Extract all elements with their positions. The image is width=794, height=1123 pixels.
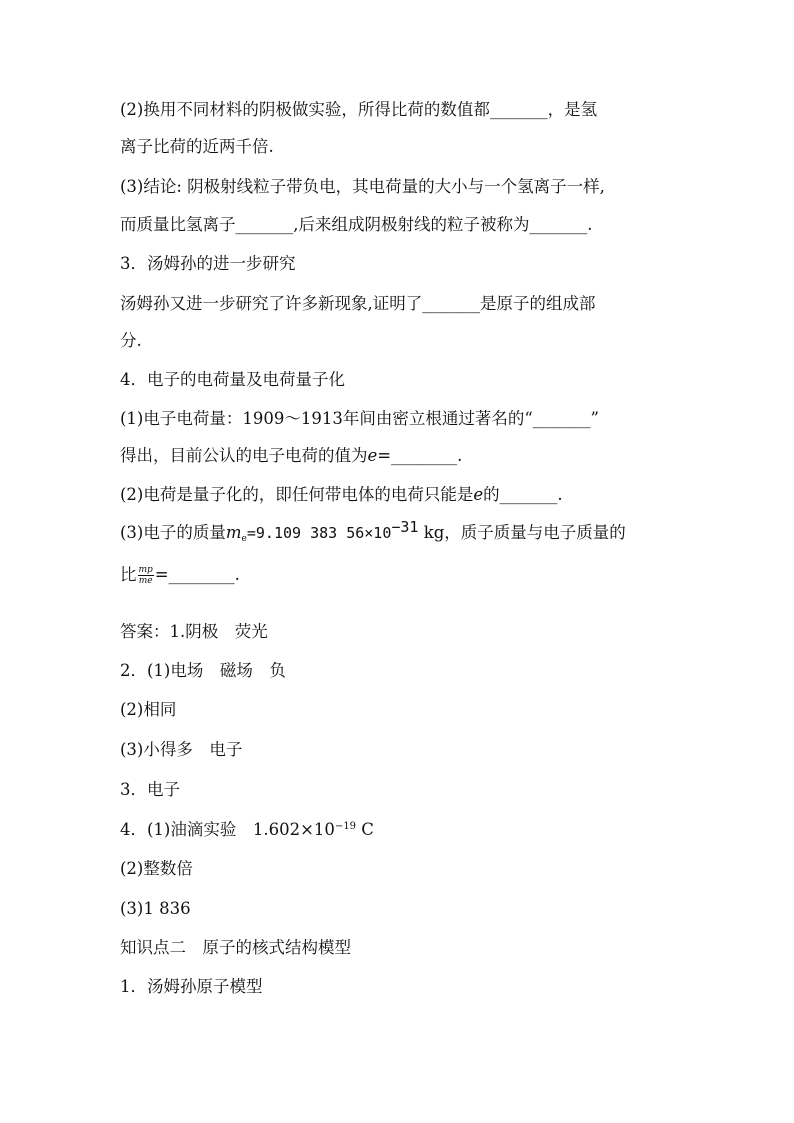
q2-blank: 的_______.	[483, 485, 563, 504]
part3-text-line2: 分.	[120, 331, 142, 350]
var-e: e	[473, 485, 484, 504]
part2-q3-line2: 而质量比氢离子_______,后来组成阴极射线的粒子被称为_______.	[120, 215, 593, 234]
part4-q1-line2	[120, 444, 700, 468]
answer-4-1-text: 4．(1)油滴实验 1.602×10	[120, 820, 335, 839]
q2-text: (2)电荷是量子化的，即任何带电体的电荷只能是	[120, 485, 474, 504]
answer-3: 3．电子	[120, 780, 180, 799]
exponent: −31	[391, 518, 419, 536]
answer-2-2: (2)相同	[120, 700, 177, 719]
fraction-denominator: me	[138, 576, 153, 586]
section2-heading: 知识点二 原子的核式结构模型	[120, 938, 351, 957]
q3-text-tail: kg，质子质量与电子质量的	[418, 523, 626, 542]
ratio-label: 比	[120, 565, 137, 584]
section2-item1: 1．汤姆孙原子模型	[120, 977, 263, 996]
q1-text: 得出，目前公认的电子电荷的值为	[120, 446, 368, 465]
fraction-numerator: mp	[138, 565, 153, 575]
sub-e: e	[241, 534, 247, 544]
mass-ratio-fraction	[138, 565, 154, 586]
answer-4-2: (2)整数倍	[120, 859, 193, 878]
var-m: m	[225, 523, 242, 542]
electron-mass-value: =9.109 383 56×10	[246, 524, 392, 542]
part4-q3-line1	[120, 518, 700, 545]
part2-q3-line1: (3)结论: 阴极射线粒子带负电，其电荷量的大小与一个氢离子一样,	[120, 177, 605, 196]
answer-4-1	[120, 818, 700, 842]
exponent: −19	[334, 821, 357, 832]
answer-2-3: (3)小得多 电子	[120, 740, 243, 759]
answers-label: 答案：1.阴极 荧光	[120, 622, 268, 641]
q3-text: (3)电子的质量	[120, 523, 226, 542]
part4-heading: 4．电子的电荷量及电荷量子化	[120, 370, 345, 389]
part4-q1-line1: (1)电子电荷量：1909～1913年间由密立根通过著名的“_______”	[120, 409, 599, 428]
answer-2-1: 2．(1)电场 磁场 负	[120, 661, 286, 680]
part3-heading: 3．汤姆孙的进一步研究	[120, 254, 296, 273]
part4-q3-line2	[120, 563, 700, 587]
part3-text-line1: 汤姆孙又进一步研究了许多新现象,证明了_______是原子的组成部	[120, 294, 596, 313]
part2-q2-line1: (2)换用不同材料的阴极做实验，所得比荷的数值都_______，是氢	[120, 100, 598, 119]
answer-4-3: (3)1 836	[120, 899, 191, 918]
ratio-blank: =________.	[154, 565, 240, 584]
unit: C	[356, 820, 374, 839]
q1-blank: =________.	[377, 446, 463, 465]
part2-q2-line2: 离子比荷的近两千倍.	[120, 137, 274, 156]
var-e: e	[367, 446, 378, 465]
part4-q2-line	[120, 483, 700, 507]
